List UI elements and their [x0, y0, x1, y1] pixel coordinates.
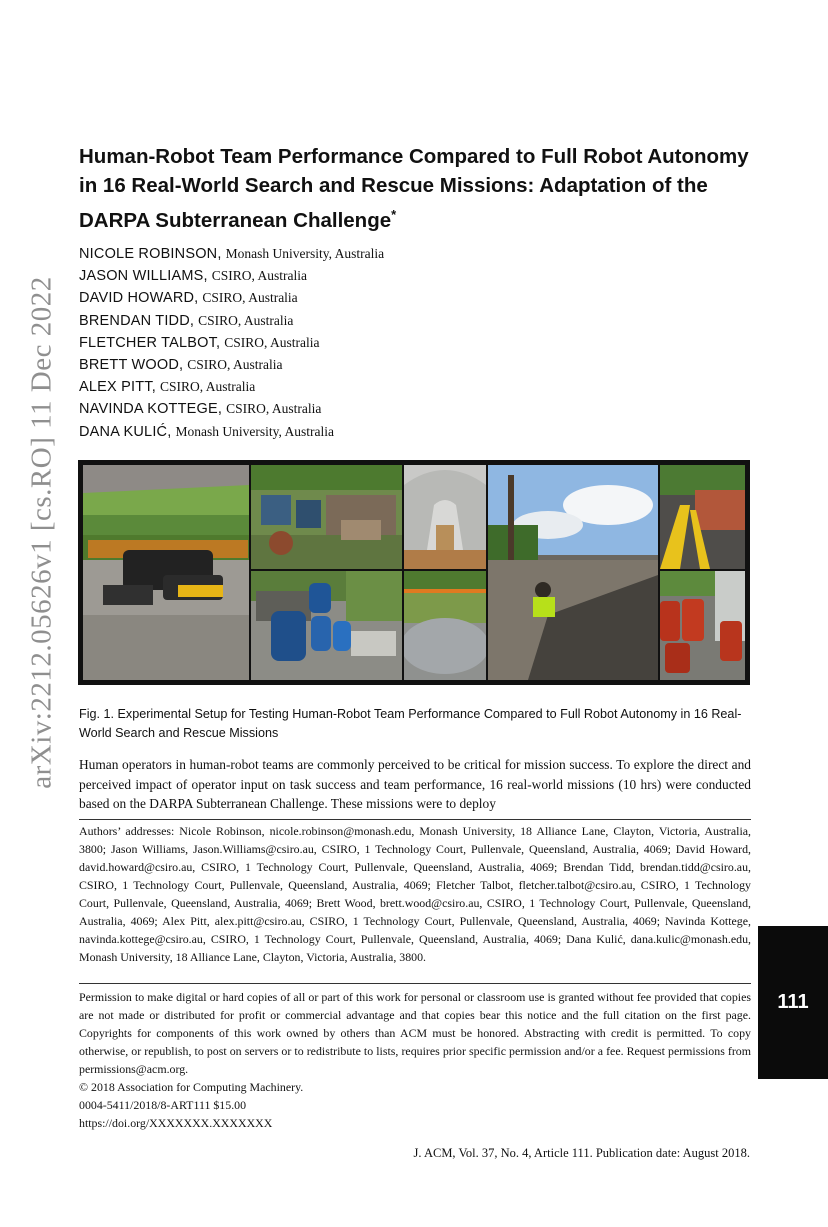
footnote-divider-bottom	[79, 983, 751, 984]
figure-1-photo-collage	[78, 460, 750, 685]
author-name: BRETT WOOD,	[79, 356, 184, 373]
author-addresses: Authors’ addresses: Nicole Robinson, nicole.robinson@monash.edu, Monash University, 18 Alliance Lane, Clayton, Victoria, Australia, 3800; Jason Williams, Jason.Williams@csiro.au, CSIRO, 1 Technology Court, Pullenvale, Queensland, Australia, 4069; David Howard, david.howard@csiro.au, CSIRO, 1 Technology Court, Pullenvale, Queensland, Australia, 4069; Brendan Tidd, brendan.tidd@csiro.au, CSIRO, 1 Technology Court, Pullenvale, Queensland, Australia, 4069; Fletcher Talbot, fletcher.talbot@csiro.au, CSIRO, 1 Technology Court, Pullenvale, Queensland, Australia, 4069; Brett Wood, brett.wood@csiro.au, CSIRO, 1 Technology Court, Pullenvale, Queensland, Australia, 4069; Alex Pitt, alex.pitt@csiro.au, CSIRO, 1 Technology Court, Pullenvale, Queensland, Australia, 4069; Navinda Kottege, navinda.kottege@csiro.au, CSIRO, 1 Technology Court, Pullenvale, Queensland, Australia, 4069; Dana Kulić, dana.kulic@monash.edu, Monash University, 18 Alliance Lane, Clayton, Victoria, Australia, 3800.	[79, 824, 751, 964]
photo-blue-barrels	[251, 571, 402, 680]
author-entry	[79, 421, 384, 443]
author-entry	[79, 287, 384, 309]
author-affiliation: Monash University, Australia	[225, 246, 385, 261]
doi-link[interactable]: https://doi.org/XXXXXXX.XXXXXXX	[79, 1116, 273, 1130]
photo-tent-with-robots	[83, 465, 249, 680]
abstract-text: Human operators in human-robot teams are commonly perceived to be critical for mission success. To explore the direct and perceived impact of operator input on task success and team performance, 16 real-world missions (10 hrs) were conducted based on the DARPA Subterranean Challenge. These missions were to deploy	[79, 757, 751, 811]
author-name: DAVID HOWARD,	[79, 290, 199, 307]
author-list	[79, 243, 384, 443]
issn-line: 0004-5411/2018/8-ART111 $15.00	[79, 1098, 247, 1112]
footnote-divider-top	[79, 819, 751, 820]
photo-red-drums	[660, 571, 745, 680]
photo-operator-rubble	[488, 465, 658, 680]
author-entry	[79, 376, 384, 398]
author-name: BRENDAN TIDD,	[79, 312, 195, 329]
permission-notice	[79, 988, 751, 1132]
author-name: DANA KULIĆ,	[79, 423, 172, 440]
author-affiliation: Monash University, Australia	[175, 423, 334, 439]
author-name: NAVINDA KOTTEGE,	[79, 401, 223, 418]
title-footnote-mark: *	[391, 207, 397, 222]
author-affiliation: CSIRO, Australia	[198, 312, 294, 328]
author-affiliation: CSIRO, Australia	[224, 334, 320, 350]
photo-gravel-field	[404, 571, 486, 680]
author-affiliation: CSIRO, Australia	[159, 379, 256, 395]
figure-caption: Fig. 1. Experimental Setup for Testing Human-Robot Team Performance Compared to Full Robot Autonomy in 16 Real-World Search and Rescue Missions	[79, 707, 742, 740]
author-entry	[79, 398, 384, 420]
author-affiliation: CSIRO, Australia	[226, 401, 322, 417]
photo-rubble-barrels	[251, 465, 402, 569]
author-name: FLETCHER TALBOT,	[79, 334, 221, 351]
arxiv-stamp-text: arXiv:2212.05626v1 [cs.RO] 11 Dec 2022	[25, 275, 58, 789]
author-name: JASON WILLIAMS,	[79, 268, 208, 285]
photo-tunnel	[404, 465, 486, 569]
copyright-line: © 2018 Association for Computing Machinery.	[79, 1080, 304, 1094]
photo-retaining-wall	[660, 465, 745, 569]
author-entry	[79, 265, 384, 287]
author-entry	[79, 243, 384, 265]
page-number: 111	[777, 991, 809, 1013]
author-name: NICOLE ROBINSON,	[79, 246, 222, 262]
permission-text: Permission to make digital or hard copies of all or part of this work for personal or classroom use is granted without fee provided that copies are not made or distributed for profit or commercial advantage and that copies bear this notice and the full citation on the first page. Copyrights for components of this work owned by others than ACM must be honored. Abstracting with credit is permitted. To copy otherwise, or republish, to post on servers or to redistribute to lists, requires prior specific permission and/or a fee. Request permissions from permissions@acm.org.	[79, 990, 751, 1076]
paper-title-text: Human-Robot Team Performance Compared to Full Robot Autonomy in 16 Real-World Search and Rescue Missions: Adaptation of the DARPA Subterranean Challenge	[79, 145, 749, 232]
author-entry	[79, 310, 384, 332]
page-number-tab	[758, 926, 828, 1079]
author-entry	[79, 332, 384, 354]
author-entry	[79, 354, 384, 376]
author-affiliation: CSIRO, Australia	[202, 290, 298, 306]
arxiv-sidebar-stamp	[22, 232, 62, 832]
author-affiliation: CSIRO, Australia	[211, 268, 307, 284]
author-affiliation: CSIRO, Australia	[187, 356, 283, 372]
paper-title	[79, 142, 759, 235]
author-name: ALEX PITT,	[79, 379, 156, 396]
journal-footer: J. ACM, Vol. 37, No. 4, Article 111. Publication date: August 2018.	[413, 1146, 750, 1160]
